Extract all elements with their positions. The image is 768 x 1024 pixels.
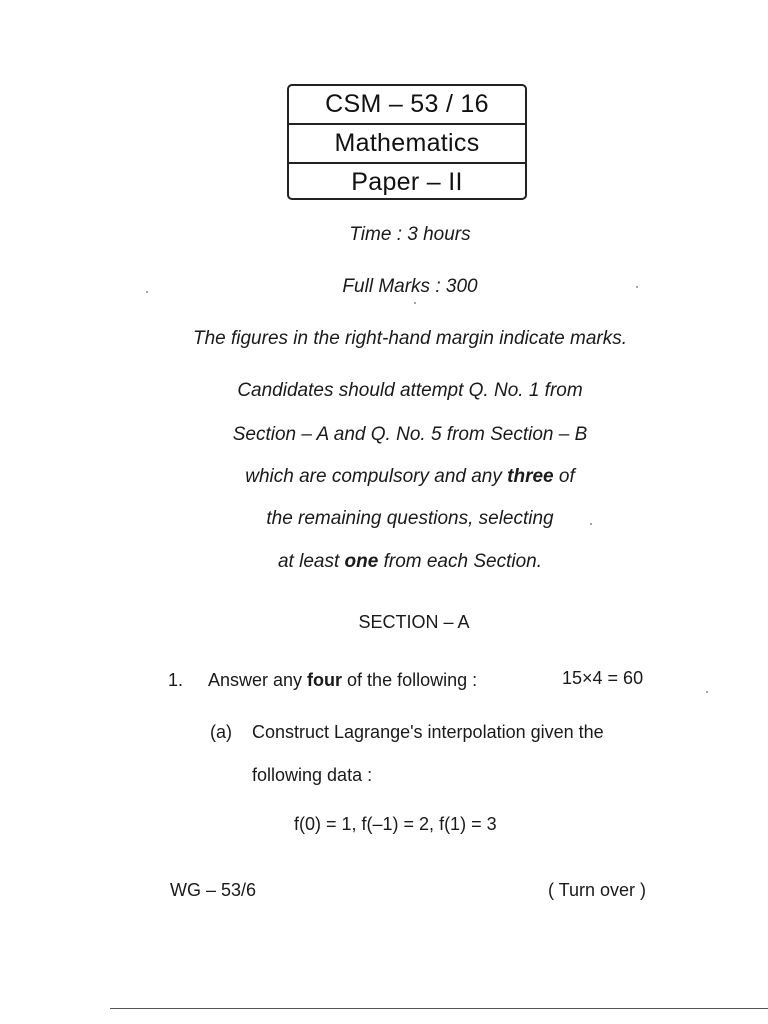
footer-code: WG – 53/6 [170, 880, 257, 900]
scan-speck [590, 523, 592, 525]
part-a-line-1: Construct Lagrange's interpolation given the [252, 722, 604, 742]
paper-number: Paper – II [289, 162, 525, 201]
subject-title: Mathematics [289, 123, 525, 162]
instruction-line-4: the remaining questions, selecting [266, 508, 554, 529]
instruction-line-3: which are compulsory and any three of [245, 466, 575, 487]
instruction-line-1: Candidates should attempt Q. No. 1 from [237, 380, 583, 401]
question-number: 1. [168, 670, 184, 690]
scan-speck [146, 291, 148, 293]
scan-speck [414, 302, 416, 304]
part-a-line-2: following data : [252, 765, 373, 785]
interpolation-equation: f(0) = 1, f(–1) = 2, f(1) = 3 [294, 814, 497, 834]
section-a-heading: SECTION – A [358, 612, 470, 632]
time-label: Time : 3 hours [349, 224, 471, 245]
part-a-label: (a) [210, 722, 232, 742]
bottom-rule [110, 1008, 768, 1009]
full-marks-label: Full Marks : 300 [342, 276, 478, 297]
instruction-line-2: Section – A and Q. No. 5 from Section – B [232, 424, 588, 445]
question-text: Answer any four of the following : [208, 670, 478, 690]
scan-speck [636, 286, 638, 288]
header-box [287, 84, 527, 200]
question-marks: 15×4 = 60 [562, 668, 644, 688]
scan-speck [706, 691, 708, 693]
turn-over-label: ( Turn over ) [548, 880, 647, 900]
paper-code: CSM – 53 / 16 [325, 90, 489, 118]
instruction-line-5: at least one from each Section. [277, 551, 543, 572]
marks-note: The figures in the right-hand margin indicate marks. [192, 328, 628, 349]
